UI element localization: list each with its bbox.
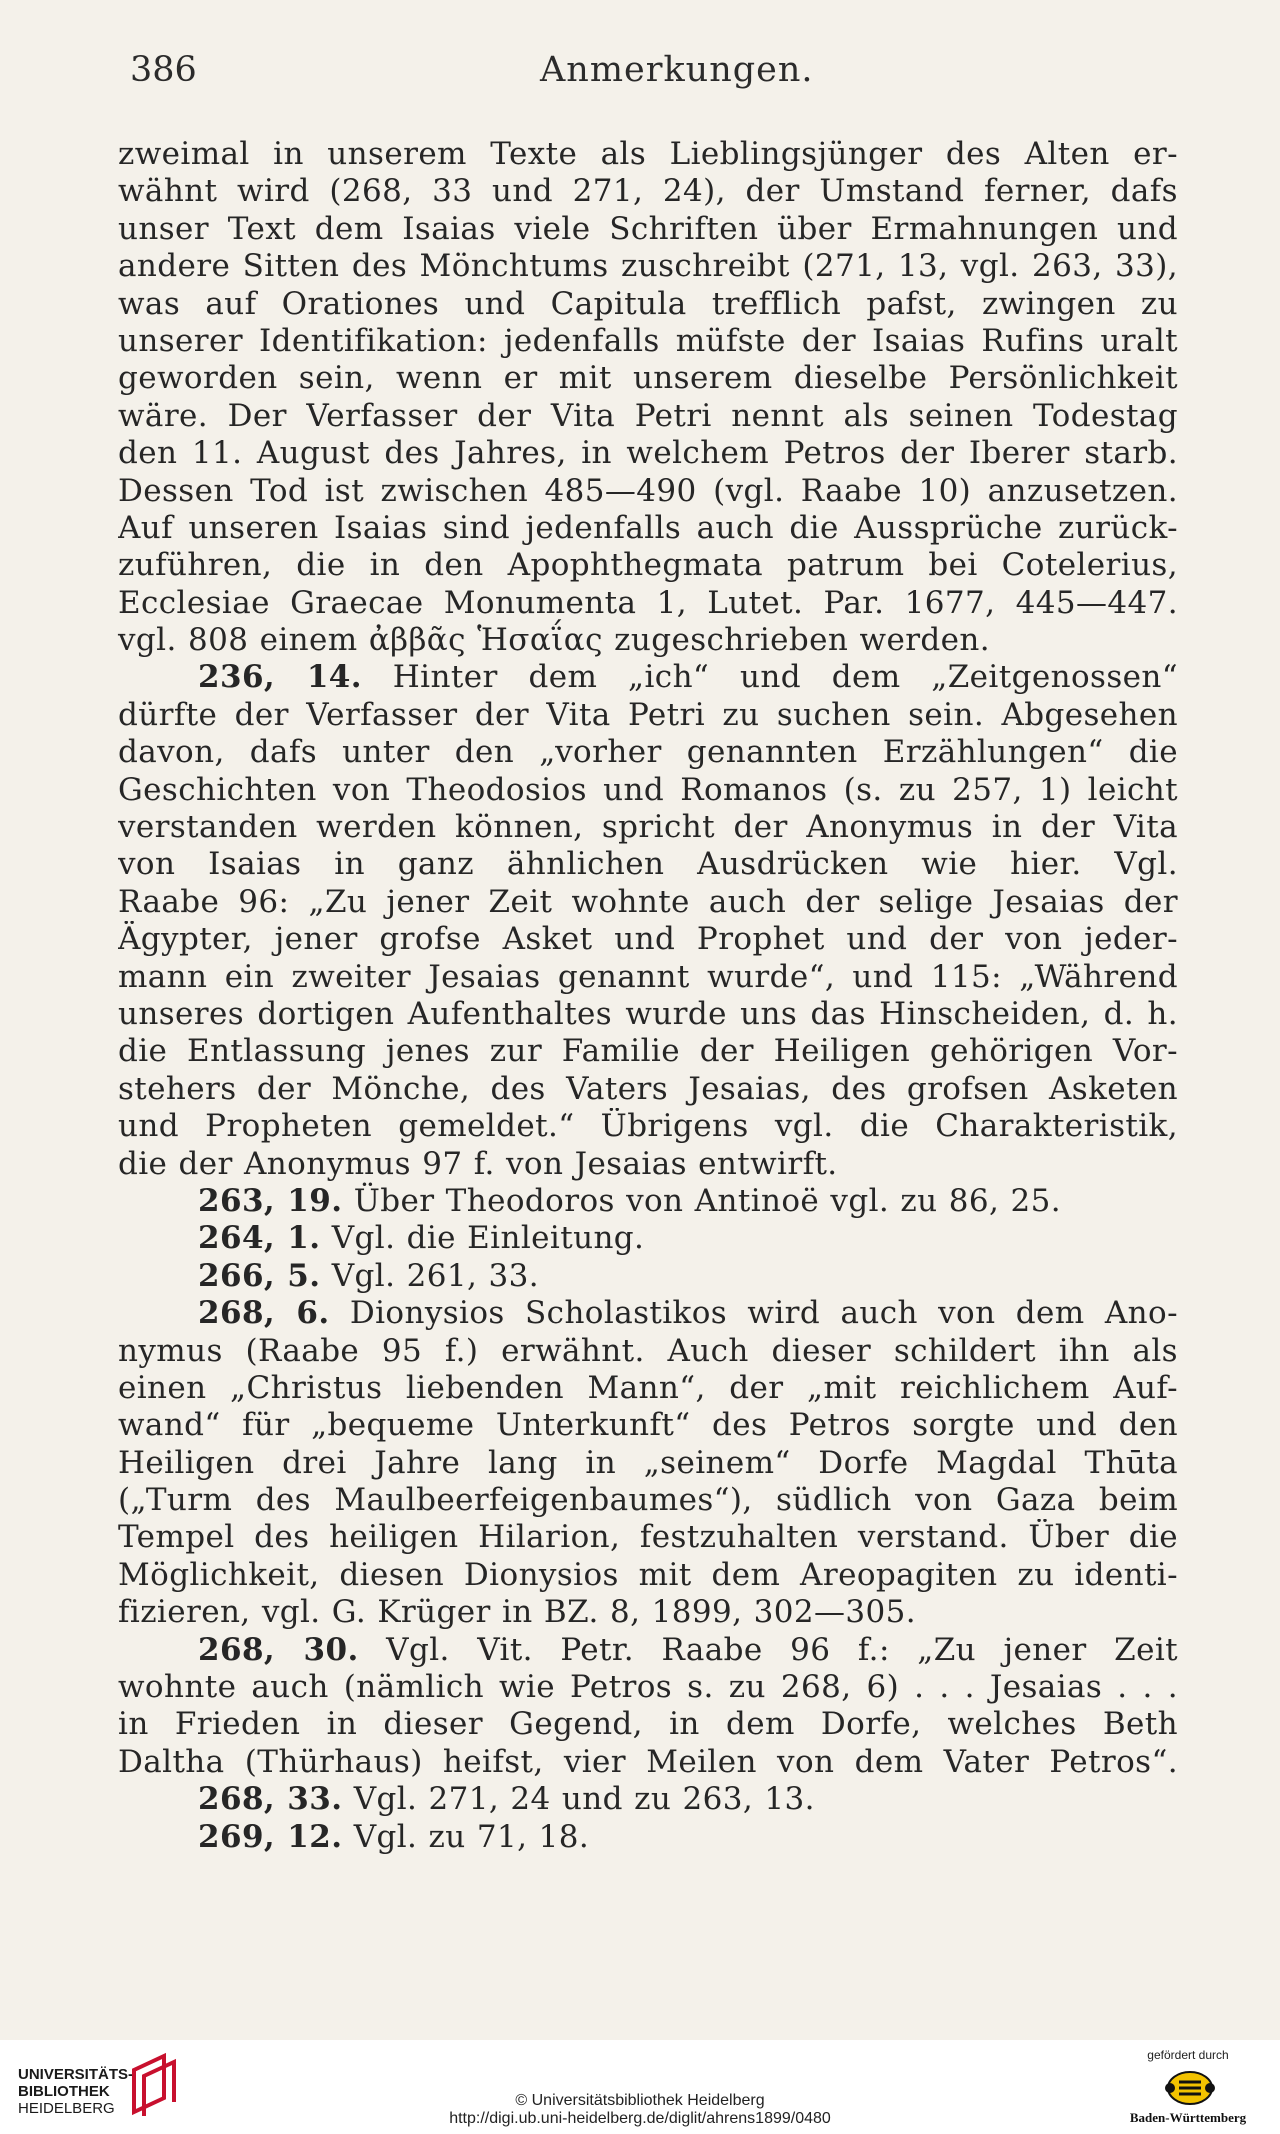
text-line [118, 1706, 1178, 1743]
text-line [118, 1333, 1178, 1370]
text-line [118, 1183, 1178, 1220]
line-text: („Turm des Maulbeerfeigenbaumes“), südlich von Gaza beim [118, 1482, 1178, 1519]
line-text: Raabe 96: „Zu jener Zeit wohnte auch der selige Jesaias der [118, 883, 1178, 920]
funded-by-label: gefördert durch [1147, 2048, 1229, 2062]
line-text: und Propheten gemeldet.“ Übrigens vgl. die Charakteristik, [118, 1108, 1178, 1145]
text-line [118, 211, 1178, 248]
line-text: Vgl. Vit. Petr. Raabe 96 f.: „Zu jener Zeit [358, 1631, 1178, 1668]
line-text: einen „Christus liebenden Mann“, der „mit reichlichem Auf- [118, 1369, 1178, 1406]
note-reference: 266, 5. [198, 1257, 321, 1294]
text-line [118, 884, 1178, 921]
text-line [118, 1108, 1178, 1145]
line-text: Geschichten von Theodosios und Romanos (s. zu 257, 1) leicht [118, 771, 1178, 808]
footer-bar [0, 2040, 1280, 2134]
text-line [118, 248, 1178, 285]
line-text: zweimal in unserem Texte als Lieblingsjünger des Alten er- [118, 136, 1178, 172]
line-text: unseres dortigen Aufenthaltes wurde uns das Hinscheiden, d. h. [118, 995, 1178, 1032]
text-line [118, 1669, 1178, 1706]
line-text: stehers der Mönche, des Vaters Jesaias, des grofsen Asketen [118, 1070, 1178, 1107]
line-text: Hinter dem „ich“ und dem „Zeitgenossen“ [361, 659, 1178, 696]
text-line [118, 1594, 1178, 1631]
copyright-notice: © Universitätsbibliothek Heidelberg [515, 2092, 765, 2109]
line-text: die Entlassung jenes zur Familie der Heiligen gehörigen Vor- [118, 1033, 1178, 1070]
baden-wuerttemberg-crest-icon[interactable] [1155, 2068, 1225, 2108]
line-text: Heiligen drei Jahre lang in „seinem“ Dorfe Magdal Thūta [118, 1444, 1178, 1481]
library-name-line: BIBLIOTHEK [18, 2083, 110, 2100]
line-text: Daltha (Thürhaus) heifst, vier Meilen von dem Vater Petros“. [118, 1743, 1178, 1780]
note-reference: 236, 14. [198, 659, 362, 696]
note-reference: 268, 6. [198, 1295, 330, 1332]
body-text [118, 136, 1178, 1856]
text-line [118, 772, 1178, 809]
line-text: wäre. Der Verfasser der Vita Petri nennt als seinen Todestag [118, 397, 1178, 434]
line-text: fizieren, vgl. G. Krüger in BZ. 8, 1899, 302—305. [118, 1594, 917, 1631]
line-text: Vgl. zu 71, 18. [342, 1818, 590, 1855]
line-text: Vgl. 261, 33. [320, 1257, 539, 1294]
note-reference: 264, 1. [198, 1220, 321, 1257]
text-line [118, 1295, 1178, 1332]
running-head: Anmerkungen. [540, 50, 814, 90]
text-line [118, 1146, 1178, 1183]
text-line [118, 473, 1178, 510]
line-text: was auf Orationes und Capitula trefflich pafst, zwingen zu [118, 285, 1178, 322]
line-text: Über Theodoros von Antinoë vgl. zu 86, 25. [342, 1182, 1062, 1219]
note-reference: 268, 33. [198, 1781, 343, 1818]
text-line [118, 697, 1178, 734]
text-line [118, 398, 1178, 435]
note-reference: 263, 19. [198, 1182, 343, 1219]
text-line [118, 173, 1178, 210]
text-line [118, 659, 1178, 696]
text-line [118, 286, 1178, 323]
line-text: wand“ für „bequeme Unterkunft“ des Petros sorgte und den [118, 1407, 1178, 1444]
text-line [118, 1033, 1178, 1070]
line-text: wohnte auch (nämlich wie Petros s. zu 268, 6) . . . Jesaias . . . [118, 1669, 1178, 1706]
text-line [118, 622, 1178, 659]
text-line [118, 136, 1178, 173]
line-text: vgl. 808 einem ἀββᾶς Ἡσαΐας zugeschrieben werden. [118, 622, 991, 659]
line-text: Vgl. 271, 24 und zu 263, 13. [342, 1781, 815, 1818]
line-text: von Isaias in ganz ähnlichen Ausdrücken wie hier. Vgl. [118, 846, 1178, 883]
line-text: Vgl. die Einleitung. [320, 1220, 645, 1257]
funder-name: Baden-Württemberg [1129, 2110, 1247, 2125]
text-line [118, 1370, 1178, 1407]
note-reference: 268, 30. [198, 1631, 359, 1668]
line-text: Auf unseren Isaias sind jedenfalls auch die Aussprüche zurück- [118, 509, 1178, 546]
text-line [118, 996, 1178, 1033]
line-text: Möglichkeit, diesen Dionysios mit dem Areopagiten zu identi- [118, 1556, 1178, 1593]
text-line [118, 1220, 1178, 1257]
line-text: die der Anonymus 97 f. von Jesaias entwirft. [118, 1145, 838, 1182]
text-line [118, 585, 1178, 622]
text-line [118, 1258, 1178, 1295]
text-line [118, 809, 1178, 846]
text-line [118, 959, 1178, 996]
line-text: geworden sein, wenn er mit unserem dieselbe Persönlichkeit [118, 360, 1178, 397]
text-line [118, 1407, 1178, 1444]
text-line [118, 435, 1178, 472]
line-text: Tempel des heiligen Hilarion, festzuhalten verstand. Über die [118, 1519, 1178, 1556]
text-line [118, 1781, 1178, 1818]
text-line [118, 547, 1178, 584]
line-text: Dessen Tod ist zwischen 485—490 (vgl. Raabe 10) anzusetzen. [118, 472, 1178, 509]
text-line [118, 1744, 1178, 1781]
line-text: mann ein zweiter Jesaias genannt wurde“, und 115: „Während [118, 958, 1178, 995]
text-line [118, 1557, 1178, 1594]
line-text: Ecclesiae Graecae Monumenta 1, Lutet. Par. 1677, 445—447. [118, 584, 1178, 621]
line-text: zuführen, die in den Apophthegmata patrum bei Cotelerius, [118, 547, 1178, 584]
text-line [118, 1445, 1178, 1482]
line-text: verstanden werden können, spricht der Anonymus in der Vita [118, 809, 1178, 846]
line-text: unserer Identifikation: jedenfalls müfste der Isaias Rufins uralt [118, 322, 1178, 359]
line-text: dürfte der Verfasser der Vita Petri zu suchen sein. Abgesehen [118, 696, 1178, 733]
line-text: in Frieden in dieser Gegend, in dem Dorfe, welches Beth [118, 1706, 1178, 1743]
text-line [118, 1632, 1178, 1669]
text-line [118, 360, 1178, 397]
text-line [118, 1819, 1178, 1856]
note-reference: 269, 12. [198, 1818, 343, 1855]
line-text: den 11. August des Jahres, in welchem Petros der Iberer starb. [118, 435, 1178, 472]
text-line [118, 510, 1178, 547]
line-text: davon, dafs unter den „vorher genannten Erzählungen“ die [118, 734, 1178, 771]
text-line [118, 1071, 1178, 1108]
text-line [118, 734, 1178, 771]
line-text: Ägypter, jener grofse Asket und Prophet und der von jeder- [118, 921, 1178, 958]
line-text: Dionysios Scholastikos wird auch von dem Ano- [329, 1295, 1178, 1332]
text-line [118, 1482, 1178, 1519]
line-text: wähnt wird (268, 33 und 271, 24), der Umstand ferner, dafs [118, 173, 1178, 210]
line-text: unser Text dem Isaias viele Schriften über Ermahnungen und [118, 210, 1178, 247]
library-name-line: UNIVERSITÄTS- [18, 2066, 134, 2083]
text-line [118, 921, 1178, 958]
library-name-line: HEIDELBERG [18, 2100, 115, 2117]
page-number: 386 [130, 50, 197, 90]
line-text: nymus (Raabe 95 f.) erwähnt. Auch dieser schildert ihn als [118, 1332, 1178, 1369]
page-header [0, 50, 1280, 100]
text-line [118, 846, 1178, 883]
line-text: andere Sitten des Mönchtums zuschreibt (271, 13, vgl. 263, 33), [118, 248, 1178, 285]
text-line [118, 323, 1178, 360]
text-line [118, 1519, 1178, 1556]
permalink[interactable]: http://digi.ub.uni-heidelberg.de/diglit/ahrens1899/0480 [449, 2110, 831, 2127]
